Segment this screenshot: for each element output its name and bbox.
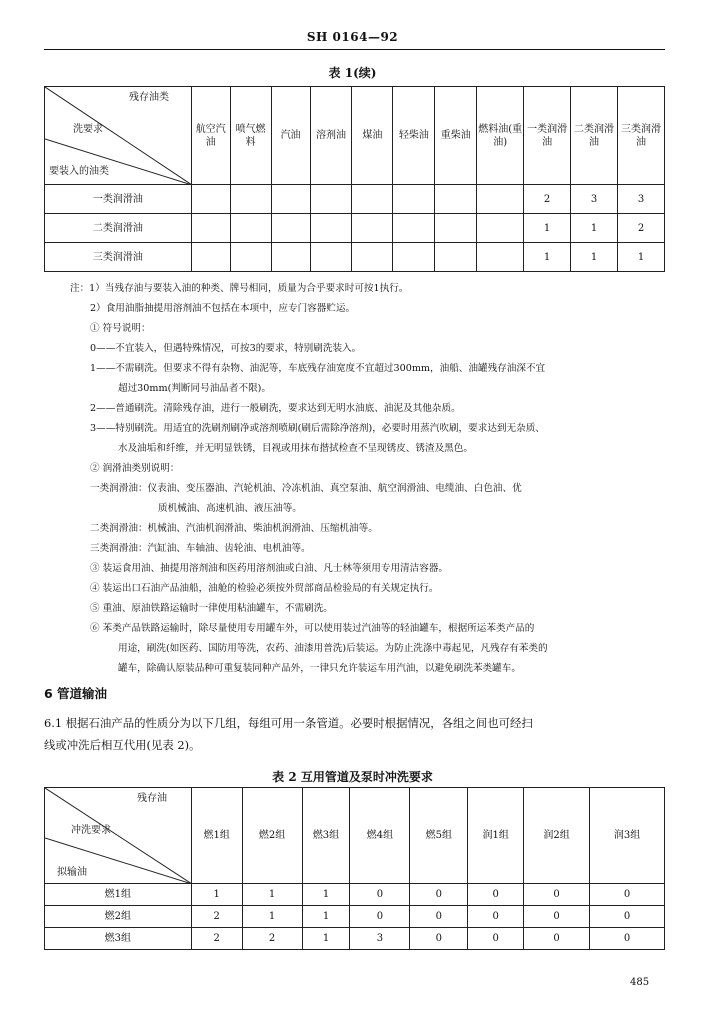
table1-col-header: 一类润滑油 — [524, 87, 571, 185]
table-cell: 0 — [350, 884, 410, 906]
table-cell: 2 — [618, 214, 665, 243]
table-cell: 1 — [571, 243, 618, 272]
table2-caption: 表 2 互用管道及泵时冲洗要求 — [272, 770, 433, 784]
table-cell: 1 — [302, 906, 350, 928]
table2-col-header: 燃2组 — [242, 788, 302, 884]
table-cell — [191, 185, 230, 214]
table2-header-row — [45, 788, 665, 884]
table2-col-header: 燃1组 — [191, 788, 242, 884]
note-line: ② 润滑油类别说明： — [90, 463, 180, 474]
table2-diag-bottom: 拟输油 — [57, 867, 87, 878]
table-cell — [477, 185, 524, 214]
table1-row-label: 三类润滑油 — [45, 243, 192, 272]
section-heading: 6 管道输油 — [44, 686, 108, 701]
note-line: ③ 装运食用油、抽提用溶剂油和医药用溶剂油或白油、凡士林等须用专用清洁容器。 — [90, 563, 449, 574]
table-cell — [435, 243, 477, 272]
note-line: 2）食用油脂抽提用溶剂油不包括在本项中，应专门容器贮运。 — [90, 303, 356, 314]
table1-col-header: 航空汽油 — [191, 87, 230, 185]
note-line: 超过30mm(判断同号油品者不限)。 — [118, 383, 272, 394]
table-cell — [310, 214, 352, 243]
table-cell: 1 — [191, 884, 242, 906]
table-cell: 1 — [571, 214, 618, 243]
table1-col-header: 轻柴油 — [393, 87, 435, 185]
note-line: 质机械油、高速机油、液压油等。 — [158, 503, 302, 514]
table-cell: 0 — [590, 884, 665, 906]
table1-col-header: 煤油 — [352, 87, 393, 185]
table-cell: 1 — [618, 243, 665, 272]
table2-col-header: 润3组 — [590, 788, 665, 884]
table-cell: 0 — [410, 884, 468, 906]
note-line: 水及油垢和纤维，并无明显铁锈，目视或用抹布揩拭检查不呈现锈皮、锈渣及黑色。 — [118, 443, 473, 454]
table2-diag-top: 残存油 — [137, 793, 167, 804]
table-cell — [352, 214, 393, 243]
table2-row-label: 燃2组 — [45, 906, 192, 928]
table-cell — [310, 185, 352, 214]
table2-col-header: 润2组 — [524, 788, 590, 884]
table-cell — [393, 185, 435, 214]
table-cell: 1 — [302, 928, 350, 950]
table2-col-header: 燃4组 — [350, 788, 410, 884]
table-cell: 0 — [524, 906, 590, 928]
table-cell: 0 — [468, 928, 524, 950]
table2-col-header: 润1组 — [468, 788, 524, 884]
table-cell: 0 — [468, 884, 524, 906]
table-cell — [230, 185, 271, 214]
table-cell — [191, 243, 230, 272]
table-cell: 0 — [410, 906, 468, 928]
table1-col-header: 汽油 — [271, 87, 310, 185]
table-cell: 0 — [590, 906, 665, 928]
table-row — [45, 185, 665, 214]
section-paragraph — [44, 712, 669, 756]
table-cell — [435, 214, 477, 243]
note-line: 3——特别刷洗。用适宜的洗刷剂刷净或溶剂喷刷(刷后需除净溶剂)，必要时用蒸汽吹刷，要求达到无杂质、 — [90, 423, 545, 434]
table-row — [45, 906, 665, 928]
table1-row-label: 一类润滑油 — [45, 185, 192, 214]
table-cell: 0 — [590, 928, 665, 950]
table-row — [45, 928, 665, 950]
table1-header-row — [45, 87, 665, 185]
table2-row-label: 燃3组 — [45, 928, 192, 950]
table-cell: 1 — [302, 884, 350, 906]
table-cell: 1 — [242, 884, 302, 906]
table2-diagonal-header — [45, 788, 192, 884]
standard-number: SH 0164—92 — [306, 30, 399, 44]
note-line: 三类润滑油：汽缸油、车轴油、齿轮油、电机油等。 — [90, 543, 311, 554]
table1-col-header: 三类润滑油 — [618, 87, 665, 185]
table1-caption: 表 1(续) — [328, 66, 377, 80]
paragraph-line: 6.1 根据石油产品的性质分为以下几组，每组可用一条管道。必要时根据情况，各组之间也可经扫 — [44, 716, 533, 730]
table-cell — [352, 243, 393, 272]
table-cell — [393, 243, 435, 272]
table-row — [45, 214, 665, 243]
table1-row-label: 二类润滑油 — [45, 214, 192, 243]
note-line: 罐车，除确认原装品种可重复装同种产品外，一律只允许装运车用汽油，以避免刷洗苯类罐车。 — [118, 663, 521, 674]
page-number: 485 — [630, 977, 650, 988]
table-cell — [191, 214, 230, 243]
note-line: 1——不需刷洗。但要求不得有杂物、油泥等，车底残存油宽度不宜超过300mm，油船、油罐残存油深不宜 — [90, 363, 546, 374]
table-cell — [352, 185, 393, 214]
table2 — [44, 787, 665, 950]
table-cell: 2 — [191, 906, 242, 928]
table-cell — [271, 214, 310, 243]
note-line: 一类润滑油：仪表油、变压器油、汽轮机油、冷冻机油、真空泵油、航空润滑油、电缆油、白色油、优 — [90, 483, 522, 494]
table2-row-label: 燃1组 — [45, 884, 192, 906]
table-cell — [310, 243, 352, 272]
note-line: ⑤ 重油、原油铁路运输时一律使用粘油罐车，不需刷洗。 — [90, 603, 333, 614]
table1-col-header: 重柴油 — [435, 87, 477, 185]
note-line: 2——普通刷洗。清除残存油，进行一般刷洗，要求达到无明水油底、油泥及其他杂质。 — [90, 403, 461, 414]
table-cell: 0 — [468, 906, 524, 928]
table1-col-header: 溶剂油 — [310, 87, 352, 185]
table1 — [44, 86, 665, 272]
table-cell: 2 — [242, 928, 302, 950]
note-line: 二类润滑油：机械油、汽油机润滑油、柴油机润滑油、压缩机油等。 — [90, 523, 378, 534]
table1-col-header: 二类润滑油 — [571, 87, 618, 185]
table-cell: 3 — [618, 185, 665, 214]
table-cell: 0 — [350, 906, 410, 928]
table-cell — [271, 185, 310, 214]
table-row — [45, 884, 665, 906]
table-cell — [271, 243, 310, 272]
table1-diag-top: 残存油类 — [129, 92, 169, 103]
table-cell — [393, 214, 435, 243]
paragraph-line: 线或冲洗后相互代用(见表 2)。 — [44, 738, 201, 752]
table1-diag-bottom: 要装入的油类 — [49, 166, 109, 177]
table2-col-header: 燃3组 — [302, 788, 350, 884]
table-row — [45, 243, 665, 272]
table-cell: 2 — [524, 185, 571, 214]
table-cell: 3 — [350, 928, 410, 950]
note-line: 用途，刷洗(如医药、国防用等洗，农药、油漆用普洗)后装运。为防止洗涤中毒起见，凡残存有苯类的 — [118, 643, 548, 654]
note-line: 注：1）当残存油与要装入油的种类、牌号相同，质量为合乎要求时可按1执行。 — [70, 283, 409, 294]
header-rule — [44, 49, 665, 50]
table-cell — [477, 243, 524, 272]
table-cell — [230, 243, 271, 272]
table-cell — [477, 214, 524, 243]
table-cell — [230, 214, 271, 243]
note-line: 0——不宜装入，但遇特殊情况，可按3的要求，特别刷洗装入。 — [90, 343, 362, 354]
table-cell: 0 — [524, 884, 590, 906]
note-line: ④ 装运出口石油产品油船，油舱的检验必须按外贸部商品检验局的有关规定执行。 — [90, 583, 439, 594]
table2-col-header: 燃5组 — [410, 788, 468, 884]
table-cell — [435, 185, 477, 214]
table-cell: 1 — [524, 243, 571, 272]
table1-diagonal-header — [45, 87, 192, 185]
table-cell: 3 — [571, 185, 618, 214]
table-cell: 1 — [524, 214, 571, 243]
table-cell: 0 — [524, 928, 590, 950]
table1-diag-mid: 洗要求 — [73, 124, 103, 135]
table1-col-header: 喷气燃料 — [230, 87, 271, 185]
table1-col-header: 燃料油(重油) — [477, 87, 524, 185]
note-line: ⑥ 苯类产品铁路运输时，除尽量使用专用罐车外，可以使用装过汽油等的轻油罐车，根据所运苯类产品的 — [90, 623, 535, 634]
table-cell: 1 — [242, 906, 302, 928]
table1-notes — [70, 279, 670, 679]
table-cell: 0 — [410, 928, 468, 950]
table2-diag-mid: 冲洗要求 — [71, 825, 111, 836]
note-line: ① 符号说明： — [90, 323, 151, 334]
table-cell: 2 — [191, 928, 242, 950]
